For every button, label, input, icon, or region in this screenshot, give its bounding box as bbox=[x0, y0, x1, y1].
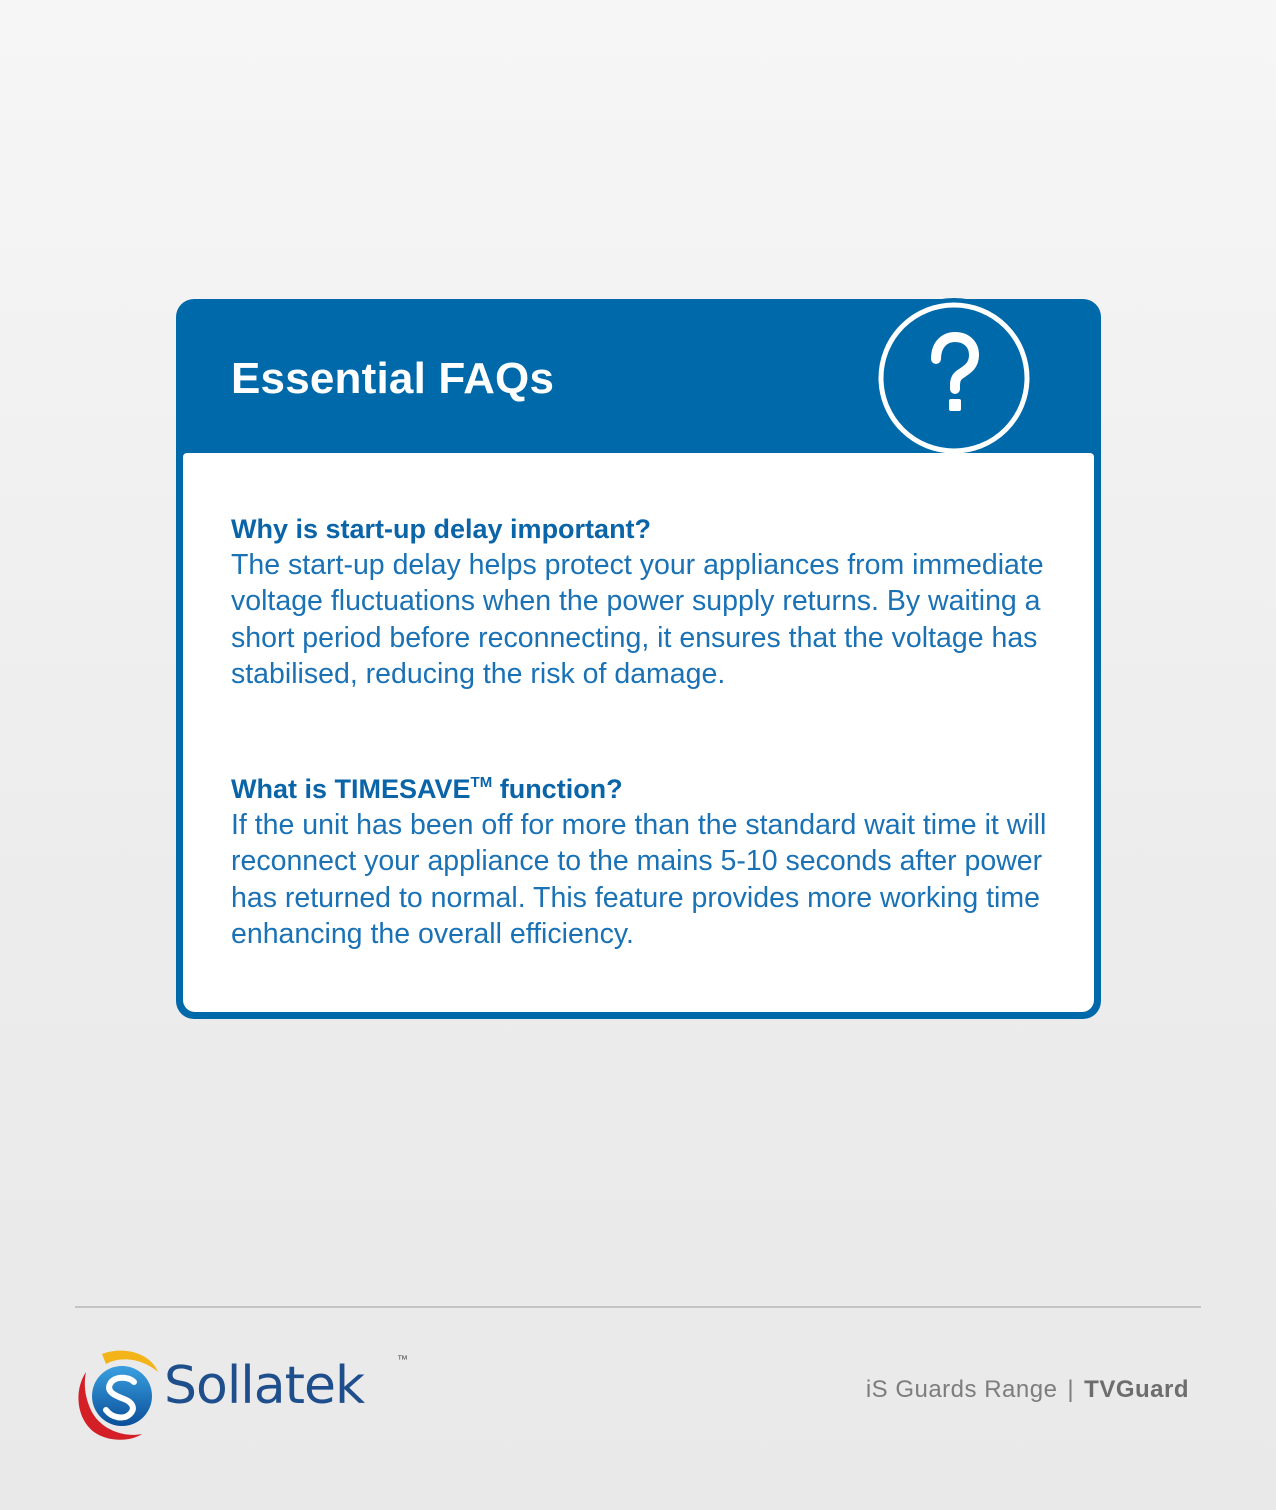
brand-trademark: ™ bbox=[397, 1354, 408, 1366]
footer-divider bbox=[75, 1306, 1201, 1308]
faq-answer: The start-up delay helps protect your appliances from immediate voltage fluctuations when the power supply returns. By waiting a short period before reconnecting, it ensures that the voltage has stabilised, reducing the risk of damage. bbox=[231, 549, 1044, 690]
faq-card bbox=[176, 299, 1101, 1019]
faq-question bbox=[231, 771, 1051, 807]
brand-name: Sollatek bbox=[164, 1356, 365, 1416]
question-mark-icon bbox=[870, 297, 1038, 459]
range-name: iS Guards Range bbox=[865, 1376, 1058, 1403]
faq-question-prefix: What is TIMESAVE bbox=[231, 774, 471, 804]
faq-title: Essential FAQs bbox=[231, 354, 555, 403]
sollatek-logo bbox=[72, 1346, 422, 1442]
faq-item bbox=[231, 511, 1051, 692]
caption-separator: | bbox=[1067, 1376, 1075, 1403]
faq-question: Why is start-up delay important? bbox=[231, 514, 652, 544]
faq-answer: If the unit has been off for more than the standard wait time it will reconnect your appliance to the mains 5-10 seconds after power has returned to normal. This feature provides more working time enhancing the overall efficiency. bbox=[231, 809, 1047, 950]
sollatek-logo-mark-icon bbox=[72, 1346, 164, 1442]
faq-item bbox=[231, 771, 1051, 952]
footer-caption bbox=[866, 1376, 1189, 1404]
faq-question-suffix: function? bbox=[492, 774, 623, 804]
trademark-mark: TM bbox=[470, 774, 493, 791]
product-name: TVGuard bbox=[1084, 1376, 1189, 1403]
